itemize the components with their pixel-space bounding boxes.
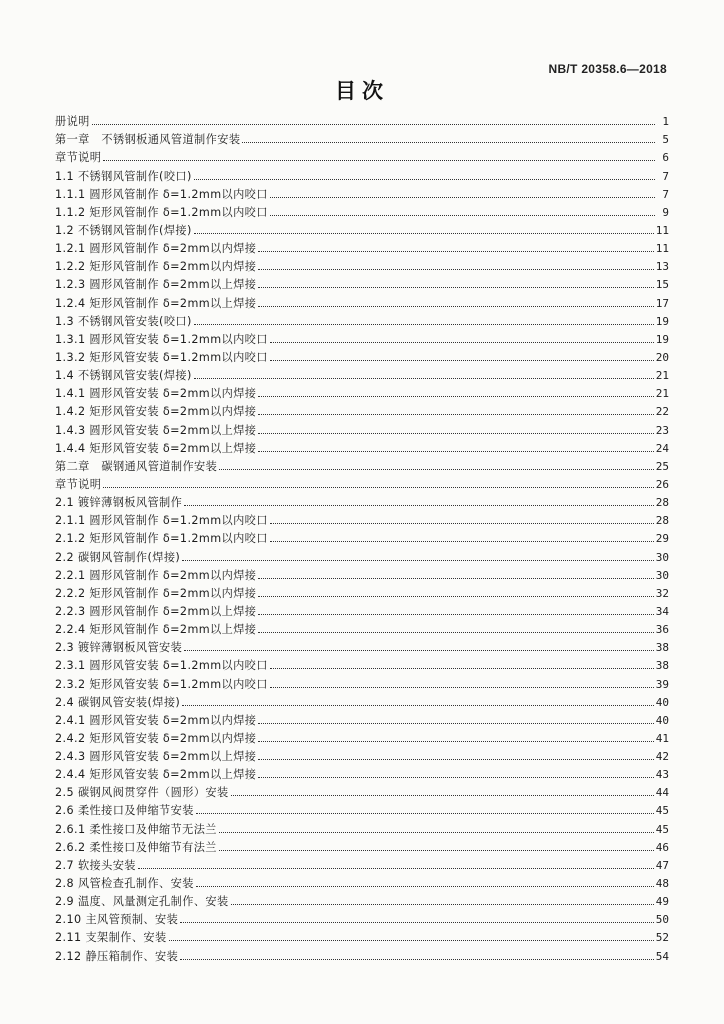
dot-leader bbox=[258, 269, 653, 270]
toc-entry[interactable] bbox=[55, 636, 669, 654]
dot-leader bbox=[258, 723, 653, 724]
toc-entry-label: 2.2.2 矩形风管制作 δ=2mm以内焊接 bbox=[55, 586, 257, 600]
toc-entry-page-number: 39 bbox=[655, 677, 669, 691]
toc-entry[interactable] bbox=[55, 255, 669, 273]
toc-entry-label: 2.2.1 圆形风管制作 δ=2mm以内焊接 bbox=[55, 568, 257, 582]
toc-entry[interactable] bbox=[55, 745, 669, 763]
toc-entry[interactable] bbox=[55, 509, 669, 527]
toc-entry[interactable] bbox=[55, 491, 669, 509]
toc-entry-page-number: 11 bbox=[655, 242, 669, 256]
toc-entry-page-number: 48 bbox=[655, 877, 669, 891]
toc-entry-page-number: 43 bbox=[655, 768, 669, 782]
standard-code: NB/T 20358.6—2018 bbox=[548, 62, 667, 76]
toc-entry-label: 章节说明 bbox=[55, 151, 102, 165]
toc-entry[interactable] bbox=[55, 836, 669, 854]
toc-entry-label: 2.6.2 柔性接口及伸缩节有法兰 bbox=[55, 840, 217, 854]
toc-entry-label: 2.2 碳钢风管制作(焊接) bbox=[55, 550, 181, 564]
dot-leader bbox=[184, 505, 654, 506]
dot-leader bbox=[270, 523, 654, 524]
toc-entry-label: 2.4.2 矩形风管安装 δ=2mm以内焊接 bbox=[55, 731, 257, 745]
toc-entry-page-number: 17 bbox=[655, 296, 669, 310]
dot-leader bbox=[184, 650, 654, 651]
dot-leader bbox=[231, 904, 654, 905]
toc-entry-page-number: 28 bbox=[655, 496, 669, 510]
toc-entry-page-number: 40 bbox=[655, 695, 669, 709]
toc-entry[interactable] bbox=[55, 854, 669, 872]
toc-entry[interactable] bbox=[55, 473, 669, 491]
dot-leader bbox=[219, 850, 654, 851]
dot-leader bbox=[270, 342, 654, 343]
toc-entry-label: 1.1.2 矩形风管制作 δ=1.2mm以内咬口 bbox=[55, 205, 268, 219]
toc-entry-label: 2.9 温度、风量测定孔制作、安装 bbox=[55, 895, 229, 909]
toc-entry[interactable] bbox=[55, 201, 669, 219]
toc-entry-label: 1.2.3 圆形风管制作 δ=2mm以上焊接 bbox=[55, 278, 257, 292]
toc-entry-page-number: 32 bbox=[655, 586, 669, 600]
toc-entry-label: 2.4 碳钢风管安装(焊接) bbox=[55, 695, 181, 709]
toc-entry-label: 2.2.3 圆形风管制作 δ=2mm以上焊接 bbox=[55, 604, 257, 618]
dot-leader bbox=[180, 959, 654, 960]
toc-entry[interactable] bbox=[55, 618, 669, 636]
dot-leader bbox=[258, 414, 653, 415]
toc-entry[interactable] bbox=[55, 382, 669, 400]
toc-entry-page-number: 47 bbox=[655, 858, 669, 872]
toc-entry-page-number: 30 bbox=[655, 568, 669, 582]
toc-entry[interactable] bbox=[55, 310, 669, 328]
dot-leader bbox=[169, 940, 654, 941]
toc-entry-page-number: 38 bbox=[655, 641, 669, 655]
toc-entry-label: 册说明 bbox=[55, 115, 90, 129]
toc-entry-page-number: 34 bbox=[655, 604, 669, 618]
toc-entry-page-number: 26 bbox=[655, 477, 669, 491]
toc-entry-page-number: 30 bbox=[655, 550, 669, 564]
dot-leader bbox=[182, 705, 654, 706]
toc-entry-page-number: 54 bbox=[655, 949, 669, 963]
toc-entry-page-number: 40 bbox=[655, 713, 669, 727]
dot-leader bbox=[258, 306, 653, 307]
toc-entry[interactable] bbox=[55, 691, 669, 709]
toc-entry-label: 2.7 软接头安装 bbox=[55, 858, 136, 872]
dot-leader bbox=[231, 795, 654, 796]
toc-entry[interactable] bbox=[55, 872, 669, 890]
toc-entry-label: 2.4.4 矩形风管安装 δ=2mm以上焊接 bbox=[55, 768, 257, 782]
toc-entry-page-number: 1 bbox=[662, 115, 669, 129]
toc-entry-page-number: 5 bbox=[662, 133, 669, 147]
toc-entry-page-number: 42 bbox=[655, 750, 669, 764]
toc-entry-page-number: 36 bbox=[655, 623, 669, 637]
dot-leader bbox=[258, 578, 653, 579]
dot-leader bbox=[194, 233, 654, 234]
toc-entry-label: 2.12 静压箱制作、安装 bbox=[55, 949, 179, 963]
toc-entry-page-number: 19 bbox=[655, 332, 669, 346]
toc-entry-label: 1.4 不锈钢风管安装(焊接) bbox=[55, 369, 192, 383]
toc-entry[interactable] bbox=[55, 564, 669, 582]
toc-entry-label: 2.3.1 圆形风管安装 δ=1.2mm以内咬口 bbox=[55, 659, 268, 673]
dot-leader bbox=[258, 741, 653, 742]
toc-entry-page-number: 29 bbox=[655, 532, 669, 546]
toc-entry[interactable] bbox=[55, 545, 669, 563]
toc-entry-label: 2.6.1 柔性接口及伸缩节无法兰 bbox=[55, 822, 217, 836]
dot-leader bbox=[258, 451, 653, 452]
dot-leader bbox=[270, 360, 654, 361]
toc-entry[interactable] bbox=[55, 128, 669, 146]
toc-entry-page-number: 20 bbox=[655, 350, 669, 364]
dot-leader bbox=[270, 541, 654, 542]
toc-entry-label: 2.4.3 圆形风管安装 δ=2mm以上焊接 bbox=[55, 750, 257, 764]
dot-leader bbox=[242, 142, 655, 143]
toc-entry-label: 2.5 碳钢风阀贯穿件（圆形）安装 bbox=[55, 786, 229, 800]
dot-leader bbox=[258, 251, 653, 252]
toc-entry-page-number: 24 bbox=[655, 441, 669, 455]
toc-entry-label: 1.2.1 圆形风管制作 δ=2mm以内焊接 bbox=[55, 242, 257, 256]
toc-entry-label: 1.3.1 圆形风管安装 δ=1.2mm以内咬口 bbox=[55, 332, 268, 346]
toc-entry-label: 2.2.4 矩形风管制作 δ=2mm以上焊接 bbox=[55, 623, 257, 637]
toc-entry[interactable] bbox=[55, 437, 669, 455]
dot-leader bbox=[103, 160, 655, 161]
dot-leader bbox=[219, 469, 654, 470]
toc-entry[interactable] bbox=[55, 672, 669, 690]
toc-entry-page-number: 45 bbox=[655, 804, 669, 818]
toc-entry[interactable] bbox=[55, 654, 669, 672]
toc-entry-page-number: 38 bbox=[655, 659, 669, 673]
toc-entry-page-number: 49 bbox=[655, 895, 669, 909]
toc-entry-label: 2.3 镀锌薄钢板风管安装 bbox=[55, 641, 183, 655]
toc-entry-page-number: 7 bbox=[662, 169, 669, 183]
toc-entry-page-number: 46 bbox=[655, 840, 669, 854]
dot-leader bbox=[270, 668, 654, 669]
toc-entry-label: 第一章 不锈钢板通风管道制作安装 bbox=[55, 133, 241, 147]
toc-entry[interactable] bbox=[55, 183, 669, 201]
toc-entry-label: 1.2 不锈钢风管制作(焊接) bbox=[55, 223, 192, 237]
toc-entry-page-number: 25 bbox=[655, 459, 669, 473]
toc-entry-label: 1.2.4 矩形风管制作 δ=2mm以上焊接 bbox=[55, 296, 257, 310]
toc-entry[interactable] bbox=[55, 727, 669, 745]
dot-leader bbox=[270, 215, 655, 216]
dot-leader bbox=[138, 868, 654, 869]
toc-entry-page-number: 41 bbox=[655, 731, 669, 745]
toc-entry-label: 2.4.1 圆形风管安装 δ=2mm以内焊接 bbox=[55, 713, 257, 727]
toc-entry-page-number: 9 bbox=[662, 205, 669, 219]
toc-entry[interactable] bbox=[55, 291, 669, 309]
toc-entry[interactable] bbox=[55, 527, 669, 545]
dot-leader bbox=[270, 197, 655, 198]
dot-leader bbox=[258, 287, 653, 288]
toc-entry[interactable] bbox=[55, 237, 669, 255]
dot-leader bbox=[194, 378, 654, 379]
toc-entry[interactable] bbox=[55, 164, 669, 182]
toc-entry-label: 1.4.3 圆形风管安装 δ=2mm以上焊接 bbox=[55, 423, 257, 437]
dot-leader bbox=[258, 614, 653, 615]
toc-entry[interactable] bbox=[55, 346, 669, 364]
toc-entry-label: 1.2.2 矩形风管制作 δ=2mm以内焊接 bbox=[55, 260, 257, 274]
toc-entry-page-number: 6 bbox=[662, 151, 669, 165]
toc-entry-label: 1.4.1 圆形风管安装 δ=2mm以内焊接 bbox=[55, 387, 257, 401]
toc-entry-label: 1.3.2 矩形风管安装 δ=1.2mm以内咬口 bbox=[55, 350, 268, 364]
toc-entry-page-number: 22 bbox=[655, 405, 669, 419]
toc-entry-page-number: 11 bbox=[655, 223, 669, 237]
dot-leader bbox=[258, 759, 653, 760]
toc-entry[interactable] bbox=[55, 455, 669, 473]
toc-entry[interactable] bbox=[55, 110, 669, 128]
toc-entry-label: 2.1.2 矩形风管制作 δ=1.2mm以内咬口 bbox=[55, 532, 268, 546]
toc-entry-label: 2.8 风管检查孔制作、安装 bbox=[55, 877, 194, 891]
dot-leader bbox=[258, 596, 653, 597]
toc-entry[interactable] bbox=[55, 944, 669, 962]
toc-entry[interactable] bbox=[55, 799, 669, 817]
toc-entry[interactable] bbox=[55, 364, 669, 382]
toc-entry-page-number: 21 bbox=[655, 387, 669, 401]
toc-entry-label: 2.1 镀锌薄钢板风管制作 bbox=[55, 496, 183, 510]
toc-entry[interactable] bbox=[55, 582, 669, 600]
toc-entry[interactable] bbox=[55, 781, 669, 799]
toc-entry-page-number: 23 bbox=[655, 423, 669, 437]
page-title: 目次 bbox=[335, 78, 389, 103]
toc-entry[interactable] bbox=[55, 400, 669, 418]
toc-entry-label: 1.4.2 矩形风管安装 δ=2mm以内焊接 bbox=[55, 405, 257, 419]
toc-entry-label: 2.10 主风管预制、安装 bbox=[55, 913, 179, 927]
toc-entry[interactable] bbox=[55, 273, 669, 291]
dot-leader bbox=[194, 179, 655, 180]
toc-entry-page-number: 45 bbox=[655, 822, 669, 836]
dot-leader bbox=[180, 922, 654, 923]
dot-leader bbox=[258, 396, 653, 397]
toc-entry-label: 2.1.1 圆形风管制作 δ=1.2mm以内咬口 bbox=[55, 514, 268, 528]
toc-entry-page-number: 15 bbox=[655, 278, 669, 292]
toc-entry[interactable] bbox=[55, 328, 669, 346]
toc-entry-label: 1.3 不锈钢风管安装(咬口) bbox=[55, 314, 192, 328]
toc-entry-page-number: 50 bbox=[655, 913, 669, 927]
toc-entry[interactable] bbox=[55, 418, 669, 436]
toc-entry-label: 2.3.2 矩形风管安装 δ=1.2mm以内咬口 bbox=[55, 677, 268, 691]
dot-leader bbox=[194, 324, 654, 325]
toc-entry[interactable] bbox=[55, 709, 669, 727]
toc-entry[interactable] bbox=[55, 817, 669, 835]
toc-entry-label: 2.11 支架制作、安装 bbox=[55, 931, 167, 945]
dot-leader bbox=[258, 433, 653, 434]
dot-leader bbox=[219, 832, 654, 833]
dot-leader bbox=[270, 687, 654, 688]
toc-entry[interactable] bbox=[55, 146, 669, 164]
toc-entry-page-number: 7 bbox=[662, 187, 669, 201]
dot-leader bbox=[182, 560, 654, 561]
toc-entry-label: 1.1.1 圆形风管制作 δ=1.2mm以内咬口 bbox=[55, 187, 268, 201]
dot-leader bbox=[258, 777, 653, 778]
dot-leader bbox=[196, 813, 654, 814]
toc-entry[interactable] bbox=[55, 763, 669, 781]
toc-entry-label: 章节说明 bbox=[55, 477, 102, 491]
toc-entry-label: 1.4.4 矩形风管安装 δ=2mm以上焊接 bbox=[55, 441, 257, 455]
toc-entry-page-number: 52 bbox=[655, 931, 669, 945]
toc-entry-page-number: 19 bbox=[655, 314, 669, 328]
toc-entry[interactable] bbox=[55, 219, 669, 237]
toc-entry[interactable] bbox=[55, 908, 669, 926]
toc-entry-page-number: 28 bbox=[655, 514, 669, 528]
toc-entry-page-number: 13 bbox=[655, 260, 669, 274]
toc-entry-label: 1.1 不锈钢风管制作(咬口) bbox=[55, 169, 192, 183]
toc-entry-page-number: 44 bbox=[655, 786, 669, 800]
dot-leader bbox=[196, 886, 654, 887]
toc-entry-page-number: 21 bbox=[655, 369, 669, 383]
toc-entry[interactable] bbox=[55, 600, 669, 618]
dot-leader bbox=[103, 487, 653, 488]
table-of-contents bbox=[55, 110, 669, 963]
dot-leader bbox=[258, 632, 653, 633]
toc-entry-label: 2.6 柔性接口及伸缩节安装 bbox=[55, 804, 194, 818]
toc-entry[interactable] bbox=[55, 890, 669, 908]
toc-entry-label: 第二章 碳钢通风管道制作安装 bbox=[55, 459, 218, 473]
toc-entry[interactable] bbox=[55, 926, 669, 944]
dot-leader bbox=[92, 124, 655, 125]
